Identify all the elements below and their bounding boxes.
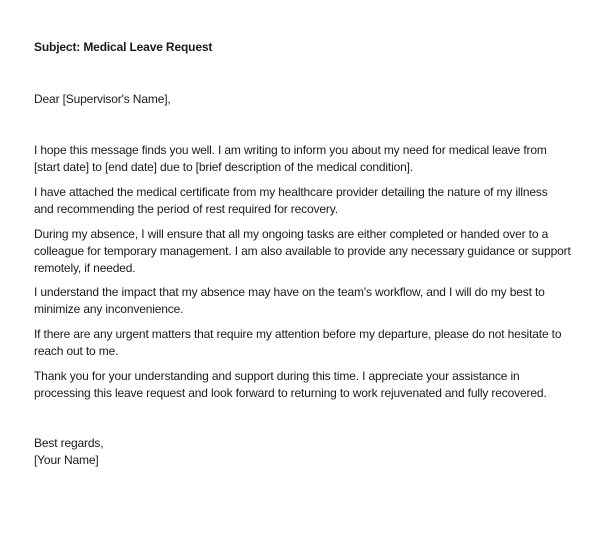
paragraph-line: During my absence, I will ensure that all my ongoing tasks are either completed or handed over to a (34, 227, 549, 241)
signature: [Your Name] (34, 453, 99, 467)
paragraph-line: minimize any inconvenience. (34, 302, 184, 316)
paragraph-line: colleague for temporary management. I am also available to provide any necessary guidance or support (34, 244, 571, 258)
paragraph-line: reach out to me. (34, 344, 119, 358)
paragraph-line: I have attached the medical certificate from my healthcare provider detailing the nature of my illness (34, 185, 548, 199)
paragraph-line: remotely, if needed. (34, 261, 136, 275)
paragraph-line: If there are any urgent matters that require my attention before my departure, please do not hesitate to (34, 327, 562, 341)
paragraph-line: [start date] to [end date] due to [brief description of the medical condition]. (34, 160, 414, 174)
subject-line: Subject: Medical Leave Request (34, 40, 213, 54)
paragraph-line: Thank you for your understanding and support during this time. I appreciate your assistance in (34, 369, 520, 383)
closing: Best regards, (34, 436, 104, 450)
paragraph-line: and recommending the period of rest required for recovery. (34, 202, 338, 216)
paragraph-line: I understand the impact that my absence may have on the team's workflow, and I will do my best to (34, 285, 545, 299)
paragraph-line: I hope this message finds you well. I am writing to inform you about my need for medical leave from (34, 143, 547, 157)
greeting: Dear [Supervisor's Name], (34, 92, 171, 106)
paragraph-line: processing this leave request and look forward to returning to work rejuvenated and fully recovered. (34, 386, 547, 400)
